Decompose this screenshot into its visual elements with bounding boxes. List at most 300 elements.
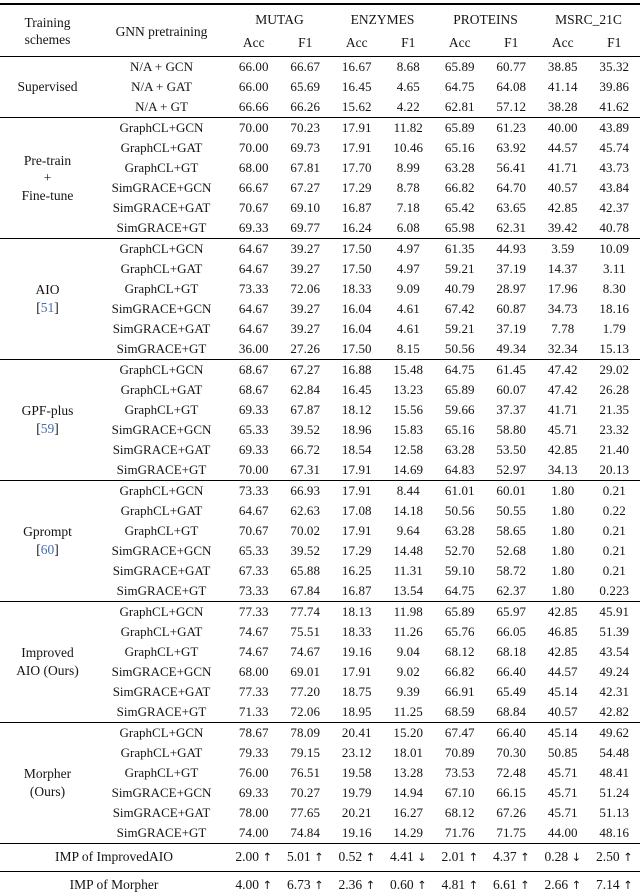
section-morpher [0,723,640,844]
metric-value: 50.85 [547,744,578,760]
metric-value: 42.85 [547,441,578,457]
metric-value: 77.65 [290,804,321,820]
metric-value: 16.87 [341,199,372,215]
section-supervised [0,57,640,118]
table-row [0,259,640,279]
metric-header-proteins-f1: F1 [504,34,519,50]
table-row [0,57,640,78]
metric-value: 13.23 [393,381,424,397]
dataset-header-enzymes: ENZYMES [350,12,415,27]
scheme-label-line: Morpher [23,766,72,782]
metric-value: 42.85 [547,643,578,659]
table-row [0,743,640,763]
table-row [0,77,640,97]
metric-value: 8.30 [602,280,626,296]
metric-value: 39.52 [290,421,321,437]
metric-header-mutag-f1: F1 [298,34,313,50]
imp-value: 2.00 ↑ [235,849,273,865]
metric-value: 0.223 [599,582,630,598]
metric-value: 9.64 [396,522,420,538]
pretraining-label: GraphCL+GCN [119,724,204,740]
metric-value: 63.28 [444,159,475,175]
imp-value: 0.60 ↑ [389,877,427,893]
metric-value: 68.12 [444,804,475,820]
imp-value: 7.14 ↑ [595,877,633,893]
imp-value: 5.01 ↑ [286,849,324,865]
metric-value: 79.33 [238,744,269,760]
metric-value: 29.02 [599,361,630,377]
metric-header-msrc-21c-acc: Acc [551,34,574,50]
pretraining-label: GraphCL+GAT [120,139,203,155]
metric-value: 70.67 [238,522,269,538]
imp-value: 6.73 ↑ [286,877,324,893]
metric-value: 60.87 [496,300,527,316]
metric-value: 67.47 [444,724,475,740]
metric-value: 3.11 [602,260,626,276]
metric-value: 79.15 [290,744,321,760]
table-row [0,420,640,440]
metric-value: 48.41 [599,764,630,780]
metric-value: 16.27 [393,804,424,820]
metric-value: 45.74 [599,139,630,155]
table-row [0,380,640,400]
metric-value: 43.54 [599,643,630,659]
metric-value: 64.70 [496,179,527,195]
metric-value: 16.04 [341,320,372,336]
metric-value: 23.32 [599,421,630,437]
metric-value: 61.23 [496,119,527,135]
arrow-up-icon: ↑ [262,878,273,893]
metric-value: 65.89 [444,381,475,397]
metric-value: 42.82 [599,703,630,719]
table-row [0,823,640,844]
pretraining-label: GraphCL+GCN [119,603,204,619]
metric-value: 78.67 [238,724,269,740]
table-header [0,4,640,57]
metric-value: 45.14 [547,724,578,740]
metric-value: 0.22 [602,502,626,518]
metric-value: 75.51 [290,623,321,639]
metric-value: 66.72 [290,441,321,457]
metric-value: 65.89 [444,58,475,74]
metric-value: 65.89 [444,119,475,135]
table-row [0,622,640,642]
metric-value: 44.57 [547,139,578,155]
training-schemes-header [0,4,95,57]
metric-value: 73.33 [238,582,269,598]
metric-value: 64.67 [238,502,269,518]
metric-value: 59.21 [444,260,475,276]
metric-value: 64.75 [444,78,475,94]
scheme-label-line: Pre-train [23,152,72,168]
scheme-label-line: (Ours) [29,784,66,799]
metric-value: 17.29 [341,179,372,195]
metric-value: 17.70 [341,159,372,175]
metric-value: 8.44 [396,482,420,498]
metric-value: 16.45 [341,78,372,94]
metric-value: 18.13 [341,603,372,619]
metric-value: 14.94 [393,784,424,800]
training-schemes-header-line: Training [24,15,71,31]
table-row [0,97,640,118]
pretraining-label: SimGRACE+GAT [112,683,211,699]
metric-value: 10.09 [599,240,630,256]
arrow-up-icon: ↑ [571,878,582,893]
metric-value: 39.52 [290,542,321,558]
table-row [0,299,640,319]
metric-value: 16.24 [341,219,372,235]
metric-value: 72.48 [496,764,527,780]
metric-value: 41.14 [547,78,578,94]
metric-value: 66.00 [238,78,269,94]
pretraining-label: SimGRACE+GT [116,340,207,356]
arrow-up-icon: ↑ [519,878,530,893]
scheme-label-line: Fine-tune [21,187,74,203]
metric-value: 46.85 [547,623,578,639]
metric-value: 57.12 [496,98,527,114]
metric-value: 69.33 [238,219,269,235]
metric-value: 16.45 [341,381,372,397]
metric-value: 43.73 [599,159,630,175]
metric-value: 77.20 [290,683,321,699]
metric-value: 69.01 [290,663,321,679]
pretraining-label: GraphCL+GT [124,401,199,417]
table-row [0,178,640,198]
metric-value: 52.68 [496,542,527,558]
scheme-label-line: AIO (Ours) [16,663,79,678]
pretraining-label: SimGRACE+GAT [112,199,211,215]
metric-value: 18.16 [599,300,630,316]
metric-value: 68.18 [496,643,527,659]
metric-value: 66.00 [238,58,269,74]
table-row [0,723,640,744]
metric-value: 16.25 [341,562,372,578]
metric-value: 59.10 [444,562,475,578]
scheme-label-line: Gprompt [23,524,72,540]
metric-value: 14.29 [393,824,424,840]
imp-value: 0.28 ↓ [544,849,582,865]
metric-value: 1.80 [551,562,575,578]
arrow-up-icon: ↑ [262,850,273,865]
metric-value: 39.27 [290,240,321,256]
metric-value: 73.33 [238,482,269,498]
pretraining-label: SimGRACE+GCN [111,663,212,679]
metric-value: 45.14 [547,683,578,699]
metric-value: 10.46 [393,139,424,155]
table-row [0,803,640,823]
imp-value: 4.41 ↓ [389,849,427,865]
metric-value: 67.10 [444,784,475,800]
metric-header-enzymes-acc: Acc [345,34,368,50]
metric-value: 58.65 [496,522,527,538]
table-row [0,319,640,339]
metric-value: 64.67 [238,240,269,256]
imp-value: 4.37 ↑ [492,849,530,865]
metric-value: 77.74 [290,603,321,619]
pretraining-label: GraphCL+GCN [119,119,204,135]
arrow-up-icon: ↑ [622,850,633,865]
metric-value: 0.21 [602,522,626,538]
metric-value: 1.80 [551,522,575,538]
metric-value: 12.58 [393,441,424,457]
metric-value: 69.33 [238,784,269,800]
metric-value: 59.66 [444,401,475,417]
scheme-label-line: AIO [35,282,60,298]
metric-value: 76.51 [290,764,321,780]
pretraining-label: GraphCL+GT [124,764,199,780]
metric-value: 74.67 [290,643,321,659]
table-row [0,118,640,139]
results-table [0,3,640,894]
table-row [0,642,640,662]
metric-value: 0.21 [602,542,626,558]
table-row [0,501,640,521]
arrow-up-icon: ↑ [622,878,633,893]
metric-value: 15.83 [393,421,424,437]
metric-value: 32.34 [547,340,578,356]
metric-value: 18.33 [341,280,372,296]
metric-value: 19.16 [341,824,372,840]
table-row [0,682,640,702]
metric-value: 65.69 [290,78,321,94]
metric-value: 65.33 [238,421,269,437]
metric-value: 41.71 [547,401,578,417]
metric-value: 18.95 [341,703,372,719]
metric-value: 70.00 [238,139,269,155]
metric-value: 66.66 [238,98,269,114]
metric-value: 16.67 [341,58,372,74]
metric-value: 8.99 [396,159,420,175]
table-row [0,581,640,602]
table-row [0,400,640,420]
metric-value: 53.50 [496,441,527,457]
table-row [0,158,640,178]
metric-value: 39.42 [547,219,578,235]
pretraining-label: GraphCL+GCN [119,482,204,498]
pretraining-label: GraphCL+GT [124,159,199,175]
scheme-citation: [51] [36,300,59,315]
metric-value: 18.33 [341,623,372,639]
pretraining-label: SimGRACE+GT [116,219,207,235]
metric-value: 71.76 [444,824,475,840]
table-row [0,339,640,360]
table-row [0,138,640,158]
metric-value: 67.27 [290,179,321,195]
metric-value: 64.75 [444,582,475,598]
metric-value: 9.09 [396,280,420,296]
metric-value: 11.31 [393,562,423,578]
metric-value: 37.19 [496,320,527,336]
metric-value: 74.67 [238,643,269,659]
metric-value: 1.79 [602,320,626,336]
metric-value: 65.97 [496,603,527,619]
metric-value: 11.26 [393,623,423,639]
pretraining-label: SimGRACE+GCN [111,421,212,437]
metric-value: 62.84 [290,381,321,397]
metric-value: 15.48 [393,361,424,377]
metric-value: 21.35 [599,401,630,417]
metric-value: 71.75 [496,824,527,840]
metric-value: 17.29 [341,542,372,558]
metric-value: 17.50 [341,340,372,356]
metric-value: 20.13 [599,461,630,477]
metric-value: 69.10 [290,199,321,215]
dataset-header-msrc-21c: MSRC_21C [555,12,622,27]
metric-value: 34.73 [547,300,578,316]
metric-value: 11.25 [393,703,423,719]
metric-value: 9.39 [396,683,420,699]
scheme-citation: [60] [36,542,59,557]
arrow-up-icon: ↑ [468,878,479,893]
metric-value: 9.02 [396,663,420,679]
metric-value: 17.91 [341,522,372,538]
pretraining-label: GraphCL+GAT [120,260,203,276]
metric-value: 37.19 [496,260,527,276]
pretraining-label: SimGRACE+GCN [111,784,212,800]
metric-value: 17.96 [547,280,578,296]
metric-value: 74.00 [238,824,269,840]
metric-value: 68.00 [238,663,269,679]
metric-value: 65.88 [290,562,321,578]
pretraining-label: SimGRACE+GT [116,824,207,840]
metric-value: 42.85 [547,199,578,215]
table-row [0,763,640,783]
metric-value: 52.97 [496,461,527,477]
section-aio [0,239,640,360]
metric-value: 9.04 [396,643,420,659]
pretraining-label: SimGRACE+GAT [112,320,211,336]
metric-header-msrc-21c-f1: F1 [607,34,622,50]
metric-value: 16.88 [341,361,372,377]
imp-label: IMP of ImprovedAIO [55,849,173,865]
metric-value: 16.87 [341,582,372,598]
metric-value: 73.33 [238,280,269,296]
table-row [0,541,640,561]
metric-value: 54.48 [599,744,630,760]
pretraining-label: GraphCL+GT [124,280,199,296]
metric-value: 11.82 [393,119,423,135]
metric-value: 49.34 [496,340,527,356]
metric-value: 17.50 [341,240,372,256]
metric-value: 48.16 [599,824,630,840]
metric-value: 37.37 [496,401,527,417]
metric-value: 42.85 [547,603,578,619]
metric-value: 8.78 [396,179,420,195]
pretraining-label: GraphCL+GT [124,643,199,659]
metric-value: 52.70 [444,542,475,558]
metric-value: 64.75 [444,361,475,377]
metric-value: 18.96 [341,421,372,437]
metric-value: 15.20 [393,724,424,740]
metric-value: 70.23 [290,119,321,135]
metric-value: 4.97 [396,240,420,256]
metric-value: 45.91 [599,603,630,619]
citation-ref-59[interactable]: 59 [40,421,55,436]
metric-value: 59.21 [444,320,475,336]
metric-value: 51.39 [599,623,630,639]
arrow-up-icon: ↑ [365,850,376,865]
metric-value: 19.79 [341,784,372,800]
metric-header-enzymes-f1: F1 [401,34,416,50]
scheme-label [0,57,95,118]
pretraining-label: SimGRACE+GCN [111,542,212,558]
metric-value: 67.33 [238,562,269,578]
metric-value: 4.22 [396,98,420,114]
metric-value: 76.00 [238,764,269,780]
metric-value: 4.97 [396,260,420,276]
metric-value: 68.59 [444,703,475,719]
citation-ref-60[interactable]: 60 [40,542,55,557]
pretraining-label: SimGRACE+GAT [112,562,211,578]
metric-value: 44.57 [547,663,578,679]
metric-value: 49.24 [599,663,630,679]
header-row-datasets [0,4,640,32]
metric-value: 77.33 [238,603,269,619]
table-row [0,239,640,260]
metric-value: 34.13 [547,461,578,477]
pretraining-label: N/A + GCN [130,58,193,74]
metric-value: 60.77 [496,58,527,74]
metric-value: 38.85 [547,58,578,74]
metric-value: 28.97 [496,280,527,296]
scheme-label-line: + [43,170,52,186]
metric-value: 65.42 [444,199,475,215]
metric-value: 70.67 [238,199,269,215]
metric-value: 68.67 [238,381,269,397]
arrow-up-icon: ↑ [313,878,324,893]
metric-value: 67.27 [290,361,321,377]
metric-value: 39.86 [599,78,630,94]
metric-value: 78.00 [238,804,269,820]
metric-value: 17.91 [341,663,372,679]
metric-value: 17.50 [341,260,372,276]
metric-value: 17.91 [341,461,372,477]
metric-value: 17.91 [341,139,372,155]
metric-value: 64.08 [496,78,527,94]
metric-value: 47.42 [547,361,578,377]
metric-value: 14.18 [393,502,424,518]
metric-value: 70.30 [496,744,527,760]
table-row [0,218,640,239]
metric-value: 65.89 [444,603,475,619]
metric-value: 19.16 [341,643,372,659]
pretraining-label: GraphCL+GCN [119,240,204,256]
pretraining-label: N/A + GAT [131,78,192,94]
metric-value: 39.27 [290,260,321,276]
pretraining-label: SimGRACE+GCN [111,300,212,316]
metric-value: 4.65 [396,78,420,94]
metric-value: 67.26 [496,804,527,820]
metric-value: 18.75 [341,683,372,699]
metric-value: 14.48 [393,542,424,558]
metric-value: 6.08 [396,219,420,235]
metric-value: 77.33 [238,683,269,699]
metric-value: 66.91 [444,683,475,699]
table-row [0,279,640,299]
metric-value: 13.54 [393,582,424,598]
metric-value: 74.67 [238,623,269,639]
metric-value: 62.63 [290,502,321,518]
pretraining-label: GraphCL+GT [124,522,199,538]
metric-value: 18.54 [341,441,372,457]
metric-value: 41.62 [599,98,630,114]
metric-value: 1.80 [551,502,575,518]
metric-value: 65.98 [444,219,475,235]
imp-section-imp-of-improvedaio [0,844,640,872]
metric-value: 72.06 [290,280,321,296]
pretraining-label: SimGRACE+GT [116,582,207,598]
citation-ref-51[interactable]: 51 [40,300,55,315]
